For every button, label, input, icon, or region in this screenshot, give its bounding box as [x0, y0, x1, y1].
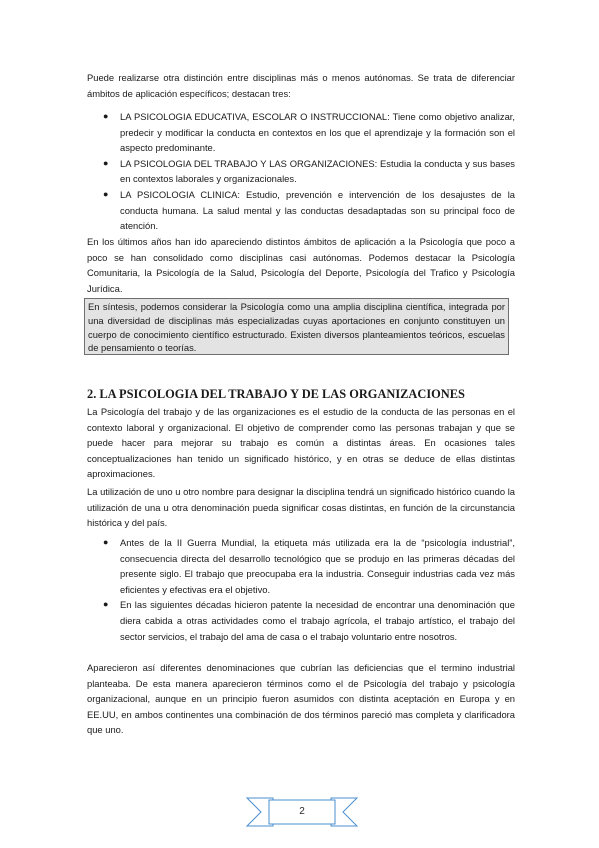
- list-item: ● LA PSICOLOGIA DEL TRABAJO Y LAS ORGANIZACIONES: Estudia la conducta y sus bases en contextos laborales y organizacionales.: [103, 157, 515, 185]
- bullet-icon: ●: [103, 188, 109, 199]
- section-heading: 2. LA PSICOLOGIA DEL TRABAJO Y DE LAS ORGANIZACIONES: [87, 387, 465, 402]
- list-item: ● LA PSICOLOGIA CLINICA: Estudio, prevención e intervención de los desajustes de la conducta humana. La salud mental y las conductas desadaptadas son su principal foco de atención.: [103, 188, 515, 232]
- summary-box: En síntesis, podemos considerar la Psicología como una amplia disciplina científica, integrada por una diversidad de disciplinas más especializadas cuyas aportaciones en conjunto constituyen un cuerpo de conocimiento científico estructurado. Existen diversos planteamientos teóricos, escuelas de pensamiento o teorías.: [84, 298, 509, 355]
- applied-areas-list: [87, 109, 515, 234]
- list-item: ● En las siguientes décadas hicieron patente la necesidad de encontrar una denominación que diera cabida a otras actividades como el trabajo agrícola, el trabajo artístico, el trabajo del sector servicios, el trabajo del ama de casa o el trabajo voluntario entre nosotros.: [103, 599, 515, 642]
- bullet-icon: ●: [103, 157, 109, 168]
- section-paragraph-1: La Psicología del trabajo y de las organizaciones es el estudio de la conducta de las personas en el contexto laboral y organizacional. El objetivo de comprender como las personas trabajan y que se puede hacer para mejorar su trabajo es común a distintas áreas. En ocasiones tales conceptualizaciones han tenido un significado histórico, y en otras se deduce de ellas distintas aproximaciones.: [87, 406, 515, 480]
- bullet-icon: ●: [103, 599, 109, 610]
- section-paragraph-2: La utilización de uno u otro nombre para designar la disciplina tendrá un significado histórico cuando la utilización de una u otra denominación pueda significar cosas distintas, en función de la circunstancia histórica y del país.: [87, 486, 515, 529]
- bullet-icon: ●: [103, 537, 109, 547]
- history-list: [87, 535, 515, 644]
- list-item: ● Antes de la II Guerra Mundial, la etiqueta más utilizada era la de “psicología industrial”, consecuencia directa del desarrollo tecnológico que se produjo en las primeras décadas del presente siglo. El trabajo que preocupaba era la industria. Conseguir industrias cada vez más eficientes y efectivas era el objetivo.: [103, 537, 515, 595]
- list-item: ● LA PSICOLOGIA EDUCATIVA, ESCOLAR O INSTRUCCIONAL: Tiene como objetivo analizar, predecir y modificar la conducta en contextos en los que el aprendizaje y la formación son el aspecto predominante.: [103, 111, 515, 154]
- bullet-icon: ●: [103, 111, 109, 121]
- page-number: 2: [299, 806, 305, 817]
- intro-paragraph: Puede realizarse otra distinción entre disciplinas más o menos autónomas. Se trata de diferenciar ámbitos de aplicación específicos; destacan tres:: [87, 72, 515, 99]
- recent-areas-paragraph: En los últimos años han ido apareciendo distintos ámbitos de aplicación a la Psicología que poco a poco se han consolidado como disciplinas casi autónomas. Podemos destacar la Psicología Comunitaria, la Psicología de la Salud, Psicología del Deporte, Psicología del Trafico y Psicología Jurídica.: [87, 236, 515, 294]
- section-paragraph-3: Aparecieron así diferentes denominaciones que cubrían las deficiencias que el termino industrial planteaba. De esta manera aparecieron términos como el de Psicología del trabajo y psicología organizacional, aunque en un principio fueron asumidos con distinta aceptación en Europa y en EE.UU, en ambos continentes una combinación de dos términos pareció mas completa y clarificadora que uno.: [87, 662, 515, 736]
